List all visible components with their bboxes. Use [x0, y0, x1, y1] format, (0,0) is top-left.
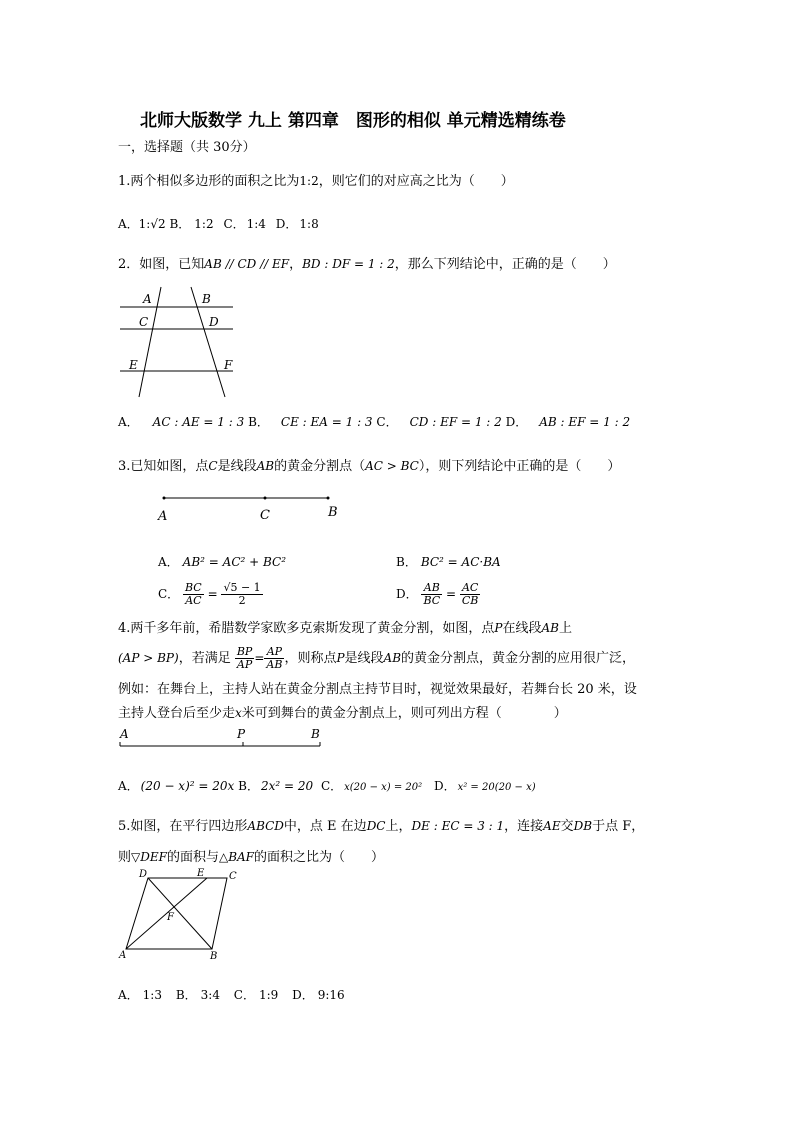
- q4-line4-b: 米可到舞台的黄金分割点上，则可列出方程（ ）: [241, 706, 567, 721]
- q4-line1-b: 在线段: [502, 621, 542, 636]
- q2-optB: CE : EA = 1 : 3: [280, 415, 373, 429]
- q4-frac2: [264, 646, 284, 671]
- q2-fig-label-c: C: [139, 315, 149, 329]
- q3-optC-rnum: √5 − 1: [223, 581, 261, 594]
- q5-line1-f: 于点 F，: [592, 819, 645, 834]
- q4-options: [118, 777, 536, 794]
- q5-line1-abcd: ABCD: [247, 819, 284, 833]
- q5-line2: [118, 849, 384, 866]
- q3-optD-eq: =: [446, 587, 457, 601]
- q4-optC-label: C．: [320, 779, 343, 793]
- q1-optB: 1:2: [194, 217, 214, 231]
- q1-optD-label: D．: [275, 217, 298, 231]
- q3-figure: [150, 490, 350, 525]
- q5-options: [118, 986, 345, 1003]
- q3-optC-eq: =: [207, 587, 218, 601]
- q4-line4-a: 主持人登台后至少走: [118, 706, 236, 721]
- q4-line1-ab: AB: [541, 621, 559, 635]
- section-heading: 一，选择题（共 30分）: [118, 140, 256, 155]
- q1-stem-b: ，则它们的对应高之比为（ ）: [318, 174, 514, 189]
- q4-f1-num: BP: [236, 645, 253, 658]
- q5-fig-label-e: E: [197, 868, 205, 879]
- q4-optA-label: A．: [118, 779, 139, 793]
- q1-optB-label: B．: [169, 217, 191, 231]
- q3-fig-label-a: A: [158, 509, 168, 524]
- q2-stem-ratio: BD : DF = 1 : 2: [302, 257, 395, 271]
- q3-optC-row: [158, 582, 263, 607]
- q4-fig-label-p: P: [237, 727, 246, 741]
- q5-fig-label-f: F: [167, 912, 174, 923]
- q4-frac1: [235, 646, 255, 671]
- q3-optD-num: AB: [421, 582, 442, 595]
- q5-line2-a: 则: [118, 850, 132, 865]
- q5-optA: 1:3: [142, 988, 162, 1002]
- q5-fig-label-a: A: [119, 950, 127, 960]
- q4-optB: 2x² = 20: [260, 779, 314, 793]
- q4-figure: [115, 726, 330, 750]
- q5-figure: [115, 865, 250, 960]
- q3-optD-rhs: [460, 582, 481, 607]
- q4-line2-d: 的黄金分割点，黄金分割的应用很广泛，: [401, 651, 636, 666]
- q3-optB-row: [396, 553, 501, 570]
- q5-line1-e: 交: [560, 819, 574, 834]
- q5-fig-label-d: D: [139, 869, 148, 880]
- q2-stem-sep: ，: [289, 257, 303, 272]
- q1-stem-a: 1.两个相似多边形的面积之比为: [118, 174, 300, 189]
- q2-optA: AC : AE = 1 : 3: [152, 415, 245, 429]
- q5-optA-label: A．: [118, 988, 139, 1002]
- q3-stem: [118, 458, 620, 475]
- q3-optC-lhs: [183, 582, 204, 607]
- q4-line2-a: ，若满足: [178, 651, 231, 666]
- q3-optC-rhs: [221, 582, 262, 607]
- q3-optD-rden: CB: [461, 594, 479, 607]
- q4-line1-a: 4.两千多年前，希腊数学家欧多克索斯发现了黄金分割，如图，点: [118, 621, 495, 636]
- q5-line1-c: 上，: [385, 819, 412, 834]
- q3-fig-label-b: B: [328, 505, 338, 520]
- q2-optC: CD : EF = 1 : 2: [409, 415, 502, 429]
- q2-optA-label: A．: [118, 415, 139, 429]
- q3-optA-label: A．: [158, 555, 179, 569]
- q1-optA-label: A．: [118, 217, 139, 231]
- q5-line1-b: 中，点 E 在边: [283, 819, 367, 834]
- q5-line1-db: DB: [573, 819, 593, 833]
- q2-stem: [118, 256, 616, 273]
- q4-fig-label-a: A: [120, 727, 129, 741]
- q3-stem-c2: 的黄金分割点（: [274, 459, 366, 474]
- q5-line1-ratio: DE : EC = 3 : 1: [411, 819, 505, 833]
- q5-fig-label-c: C: [229, 871, 237, 882]
- q4-line2-c: 是线段: [344, 651, 384, 666]
- q5-line1: [118, 818, 644, 835]
- q5-optC: 1:9: [258, 988, 279, 1002]
- q4-f1-den: AP: [236, 658, 253, 671]
- page-title: 北师大版数学 九上 第四章 图形的相似 单元精选精练卷: [140, 111, 566, 131]
- q4-optA: (20 − x)² = 20x: [140, 779, 235, 793]
- q2-optC-label: C．: [376, 415, 398, 429]
- q3-stem-c: C: [208, 459, 218, 473]
- q2-fig-label-a: A: [143, 292, 152, 306]
- q5-line2-c: 的面积之比为（ ）: [254, 850, 385, 865]
- q3-optD-label: D．: [396, 587, 418, 601]
- q4-line1-c: 上: [558, 621, 572, 636]
- q4-line2-p: P: [336, 651, 345, 665]
- q3-optD-lhs: [421, 582, 442, 607]
- q3-stem-d: ），则下列结论中正确的是（ ）: [418, 459, 621, 474]
- q4-line1: [118, 620, 572, 637]
- q5-line1-d: ，连接: [504, 819, 544, 834]
- q2-fig-label-b: B: [202, 292, 211, 306]
- q3-optC-den: AC: [185, 594, 202, 607]
- q3-optC-label: C．: [158, 587, 180, 601]
- q4-f2-num: AP: [264, 646, 284, 659]
- q3-stem-b: 是线段: [217, 459, 257, 474]
- q5-line2-b: 的面积与: [166, 850, 219, 865]
- q4-optD: x² = 20(20 − x): [457, 782, 536, 793]
- q3-optD-rnum: AC: [460, 582, 481, 595]
- q3-optC-num: BC: [185, 581, 202, 594]
- q2-fig-label-d: D: [209, 315, 219, 329]
- q3-fig-label-c: C: [260, 508, 270, 523]
- q2-fig-label-e: E: [129, 358, 138, 372]
- q4-optB-label: B．: [238, 779, 259, 793]
- q3-stem-cond: AC > BC: [365, 459, 419, 473]
- q4-line4: [118, 705, 567, 722]
- q4-line4-x: x: [235, 706, 242, 720]
- q3-optC-rden: 2: [238, 594, 246, 607]
- q2-stem-a: 2．如图，已知: [118, 257, 205, 272]
- q2-stem-par: AB // CD // EF: [204, 257, 290, 271]
- q4-line2: [118, 645, 635, 672]
- q1-optD: 1:8: [299, 217, 319, 231]
- q4-cond: (AP > BP): [118, 651, 179, 665]
- q1-stem: [118, 173, 514, 190]
- q2-fig-label-f: F: [224, 358, 233, 372]
- q5-optD: 9:16: [317, 988, 345, 1002]
- q5-line1-dc: DC: [366, 819, 386, 833]
- q5-fig-label-b: B: [210, 951, 218, 960]
- q3-optA-row: [158, 553, 286, 570]
- q4-f2-den: AB: [266, 658, 283, 671]
- q5-optB: 3:4: [200, 988, 220, 1002]
- q1-optC-label: C．: [223, 217, 245, 231]
- q1-optC: 1:4: [246, 217, 266, 231]
- q3-stem-ab: AB: [256, 459, 275, 473]
- q1-stem-ratio: 1:2: [299, 174, 319, 188]
- q3-optB: BC² = AC·BA: [420, 555, 501, 569]
- q3-stem-a: 3.已知如图，点: [118, 459, 209, 474]
- q4-line2-b: ，则称点: [284, 651, 337, 666]
- q3-optD-den: BC: [423, 594, 441, 607]
- q5-line1-ae: AE: [543, 819, 561, 833]
- q4-f-eq: =: [254, 651, 265, 665]
- q5-optC-label: C．: [233, 988, 255, 1002]
- q1-options: [118, 215, 319, 232]
- q2-stem-b: ，那么下列结论中，正确的是（ ）: [394, 257, 616, 272]
- q4-line2-ab: AB: [383, 651, 402, 665]
- q3-optA: AB² = AC² + BC²: [182, 555, 287, 569]
- q4-line3: 例如：在舞台上，主持人站在黄金分割点主持节目时，视觉效果最好，若舞台长 20 米，设: [118, 682, 637, 697]
- q1-optA: 1:√2: [138, 217, 166, 231]
- q3-optD-row: [396, 582, 480, 607]
- q3-optB-label: B．: [396, 555, 417, 569]
- q2-optD-label: D．: [505, 415, 528, 429]
- q2-optD: AB : EF = 1 : 2: [539, 415, 631, 429]
- q5-optB-label: B．: [175, 988, 197, 1002]
- q5-line2-def: ▽DEF: [131, 850, 167, 864]
- q5-optD-label: D．: [292, 988, 314, 1002]
- q4-line1-p: P: [494, 621, 503, 635]
- q4-optD-label: D．: [433, 779, 456, 793]
- q4-optC: x(20 − x) = 20²: [344, 782, 423, 793]
- q2-figure: [115, 285, 245, 400]
- q5-line2-baf: △BAF: [218, 850, 255, 864]
- q2-optB-label: B．: [248, 415, 269, 429]
- q2-options: [118, 413, 630, 430]
- q5-line1-a: 5.如图，在平行四边形: [118, 819, 248, 834]
- q4-fig-label-b: B: [311, 727, 320, 741]
